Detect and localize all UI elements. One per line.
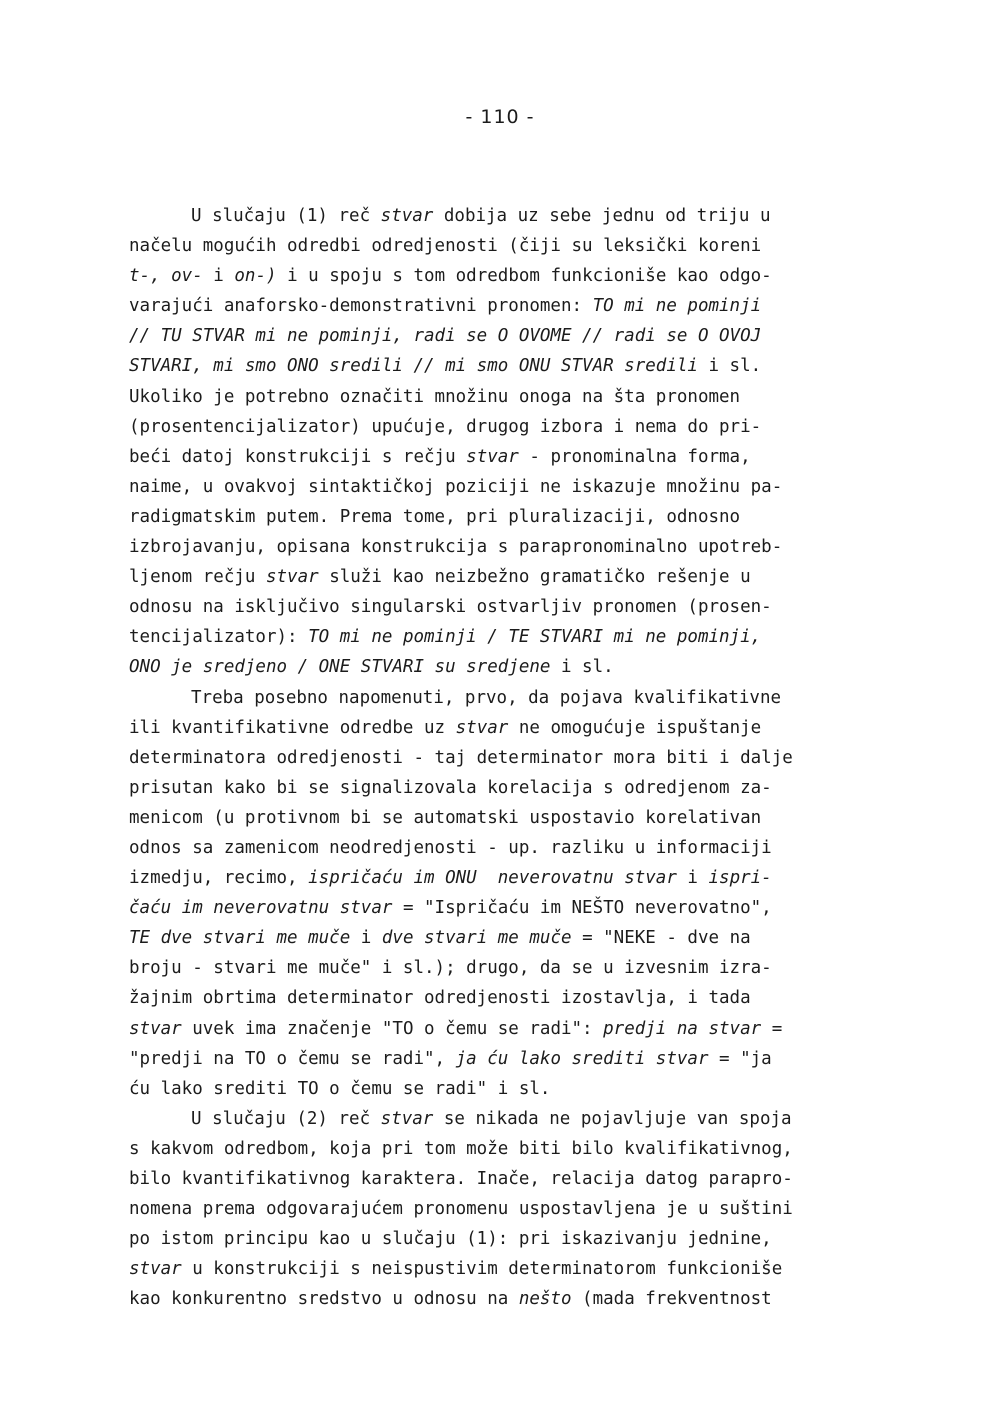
text-segment: = "NEKE - dve na [571,928,751,949]
text-segment: ili kvantifikativne odredbe uz [129,717,456,738]
text-line [129,923,889,953]
page-number: - 110 - [465,106,535,128]
italic-text-segment: stvar [380,206,434,226]
text-segment: žajnim obrtima determinator odredjenosti izostavlja, i tada [129,988,751,1009]
text-segment: ljenom rečju [129,567,266,588]
text-segment: broju - stvari me muče" i sl.); drugo, da se u izvesnim izra- [129,958,772,979]
italic-text-segment: nešto [518,1289,572,1310]
text-segment: = "Ispričaću im NEŠTO neverovatno", [392,898,772,919]
italic-text-segment: TE dve stvari me muče [129,928,351,949]
text-segment: nomena prema odgovarajućem pronomenu uspostavljena je u suštini [129,1199,793,1220]
text-segment: menicom (u protivnom bi se automatski uspostavio korelativan [129,807,762,828]
text-line [129,1074,889,1104]
text-line [129,773,889,803]
text-segment: determinatora odredjenosti - taj determinator mora biti i dalje [129,747,793,768]
text-line [129,532,889,562]
italic-text-segment: on-) [234,266,277,287]
text-segment: U slučaju (1) reč [191,206,381,226]
italic-text-segment: stvar [455,717,509,738]
text-line [129,1254,889,1284]
text-segment: varajući anaforsko-demonstrativni pronomen: [129,296,593,317]
text-segment: i sl. [550,657,614,678]
text-segment: i [676,868,709,889]
text-segment: naime, u ovakvoj sintaktičkoj poziciji ne iskazuje množinu pa- [129,476,783,497]
text-line [129,1014,889,1044]
italic-text-segment: stvar [466,446,519,467]
text-line [129,983,889,1013]
text-segment: ne omogućuje ispuštanje [508,717,762,738]
text-segment: (mada frekventnost [571,1289,772,1310]
text-line [129,351,889,381]
text-line [129,502,889,532]
italic-text-segment: ONO je sredjeno / ONE STVARI su sredjene [129,657,551,678]
text-line [129,472,889,502]
text-line [129,1104,889,1134]
text-segment: = "ja [708,1048,772,1069]
text-segment: ću lako srediti TO o čemu se radi" i sl. [129,1078,551,1099]
italic-text-segment: predji na stvar [603,1018,762,1039]
italic-text-segment: t-, ov- [129,266,203,287]
text-line [129,592,889,622]
text-line [129,382,889,412]
italic-text-segment: TO mi ne pominji [592,296,762,317]
text-segment: izbrojavanju, opisana konstrukcija s parapronominalno upotreb- [129,537,783,558]
text-segment: uvek ima značenje "TO o čemu se radi": [181,1018,604,1039]
text-line [129,1164,889,1194]
text-line [129,652,889,682]
text-segment: = [761,1018,783,1039]
text-segment: bilo kvantifikativnog karaktera. Inače, relacija datog parapro- [129,1169,793,1189]
text-line [129,1194,889,1224]
text-line [129,803,889,833]
text-line [129,201,889,231]
text-segment: - pronominalna forma, [518,446,751,467]
text-line [129,833,889,863]
text-line [129,1224,889,1254]
text-segment: tencijalizator): [129,627,309,648]
italic-text-segment: ispričaću im ONU neverovatnu stvar [308,868,677,889]
text-segment: odnosu na isključivo singularski ostvarljiv pronomen (prosen- [129,597,772,618]
italic-text-segment: ja ću lako srediti stvar [455,1048,709,1069]
text-segment: U slučaju (2) reč [191,1108,381,1129]
text-line [129,321,889,351]
text-segment: izmedju, recimo, [129,868,309,889]
text-line [129,863,889,893]
text-segment: u konstrukciji s neispustivim determinatorom funkcioniše [181,1259,783,1280]
italic-text-segment: ispri- [708,868,772,889]
italic-text-segment: dve stvari me muče [381,928,572,949]
italic-text-segment: TO mi ne pominji / TE STVARI mi ne pominji, [308,627,762,648]
text-segment: načelu mogućih odredbi odredjenosti (čiji su leksički koreni [129,236,762,257]
text-line [129,1284,889,1314]
text-line [129,893,889,923]
text-line [129,442,889,472]
italic-text-segment: stvar [129,1259,182,1280]
text-segment: "predji na TO o čemu se radi", [129,1048,456,1069]
text-line [129,622,889,652]
text-segment: (prosentencijalizator) upućuje, drugog izbora i nema do pri- [129,416,762,437]
italic-text-segment: čaću im neverovatnu stvar [129,898,393,919]
italic-text-segment: STVARI, mi smo ONO sredili // mi smo ONU STVAR sredili [129,356,698,377]
text-line [129,1044,889,1074]
text-line [129,1134,889,1164]
text-segment: i u spoju s tom odredbom funkcioniše kao odgo- [276,266,772,287]
text-segment: Treba posebno napomenuti, prvo, da pojava kvalifikativne [191,687,782,708]
text-segment: po istom principu kao u slučaju (1): pri iskazivanju jednine, [129,1229,772,1250]
text-segment: služi kao neizbežno gramatičko rešenje u [318,567,751,588]
text-segment: dobija uz sebe jednu od triju u [433,206,771,226]
text-segment: se nikada ne pojavljuje van spoja [433,1108,792,1129]
text-segment: radigmatskim putem. Prema tome, pri pluralizaciji, odnosno [129,506,741,527]
text-segment: s kakvom odredbom, koja pri tom može biti bilo kvalifikativnog, [129,1138,793,1159]
text-line [129,743,889,773]
text-segment: i [350,928,382,949]
text-line [129,231,889,261]
italic-text-segment: // TU STVAR mi ne pominji, radi se O OVOME // radi se O OVOJ [129,326,762,347]
text-line [129,713,889,743]
text-segment: prisutan kako bi se signalizovala korelacija s odredjenom za- [129,777,772,798]
text-line [129,562,889,592]
text-line [129,683,889,713]
italic-text-segment: stvar [380,1108,434,1129]
text-line [129,261,889,291]
text-segment: beći datoj konstrukciji s rečju [129,446,467,467]
text-segment: odnos sa zamenicom neodredjenosti - up. razliku u informaciji [129,837,772,858]
text-line [129,412,889,442]
text-line [129,291,889,321]
text-line [129,953,889,983]
italic-text-segment: stvar [129,1018,182,1039]
text-segment: Ukoliko je potrebno označiti množinu onoga na šta pronomen [129,386,741,407]
text-segment: kao konkurentno sredstvo u odnosu na [129,1289,519,1310]
text-segment: i [202,266,235,287]
body-text [129,201,889,1314]
text-segment: i sl. [697,356,762,377]
italic-text-segment: stvar [265,567,319,588]
